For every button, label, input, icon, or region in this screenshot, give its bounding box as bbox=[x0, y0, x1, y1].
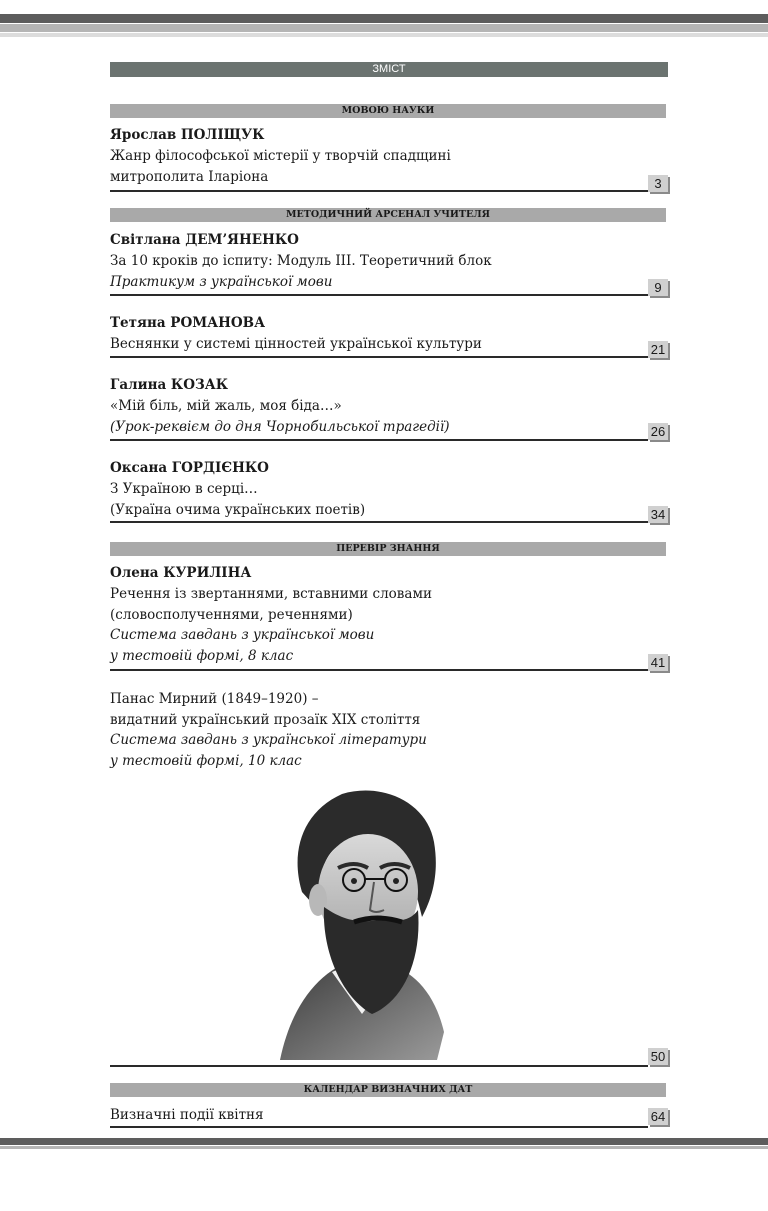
entry-author: Світлана ДЕМ’ЯНЕНКО bbox=[110, 232, 299, 248]
entry-subtitle-line: у тестовій формі, 8 клас bbox=[110, 647, 294, 664]
page-number[interactable]: 41 bbox=[648, 654, 668, 671]
entry-author: Олена КУРИЛІНА bbox=[110, 565, 252, 581]
toc-entry-romanova[interactable] bbox=[110, 313, 666, 355]
page-number[interactable]: 9 bbox=[648, 279, 668, 296]
entry-title-line: Панас Мирний (1849–1920) – bbox=[110, 691, 319, 707]
page-number[interactable]: 50 bbox=[648, 1048, 668, 1065]
entry-author: Ярослав ПОЛІЩУК bbox=[110, 127, 265, 143]
entry-divider bbox=[110, 1065, 648, 1067]
entry-title-line: видатний український прозаїк ХІХ століття bbox=[110, 711, 421, 728]
entry-subtitle-line: (Урок-реквієм до дня Чорнобильської трагедії) bbox=[110, 418, 450, 435]
entry-title-line: Жанр філософської містерії у творчій спадщині bbox=[110, 148, 451, 164]
toc-entry-polishchuk[interactable] bbox=[110, 125, 666, 187]
top-decor-bar-light bbox=[0, 24, 768, 32]
page-number[interactable]: 34 bbox=[648, 506, 668, 523]
toc-entry-hordiienko[interactable] bbox=[110, 458, 666, 520]
toc-entry-demianenko[interactable] bbox=[110, 230, 666, 292]
entry-title-line: Веснянки у системі цінностей української культури bbox=[110, 336, 482, 352]
entry-title-line: (словосполученнями, реченнями) bbox=[110, 606, 353, 623]
entry-subtitle-line: у тестовій формі, 10 клас bbox=[110, 752, 302, 769]
section-title-metodychnyi-arsenal: МЕТОДИЧНИЙ АРСЕНАЛ УЧИТЕЛЯ bbox=[110, 208, 666, 222]
top-decor-bar-lighter bbox=[0, 33, 768, 37]
entry-title-line: З Україною в серці… bbox=[110, 481, 258, 497]
entry-divider bbox=[110, 521, 648, 523]
portrait-illustration bbox=[262, 782, 462, 1060]
entry-title-line: Визначні події квітня bbox=[110, 1107, 264, 1123]
toc-entry-kurylina[interactable] bbox=[110, 563, 666, 666]
entry-title-line: Речення із звертаннями, вставними словами bbox=[110, 586, 432, 602]
toc-entry-kalendar-kvitnia[interactable] bbox=[110, 1105, 666, 1126]
entry-subtitle-line: Практикум з української мови bbox=[110, 273, 333, 290]
entry-author: Галина КОЗАК bbox=[110, 377, 228, 393]
entry-subtitle-line: Система завдань з української мови bbox=[110, 627, 375, 643]
toc-entry-kozak[interactable] bbox=[110, 375, 666, 437]
entry-divider bbox=[110, 669, 648, 671]
page-number[interactable]: 64 bbox=[648, 1108, 668, 1125]
section-title-movoyu-nauky: МОВОЮ НАУКИ bbox=[110, 104, 666, 118]
top-decor-bar bbox=[0, 14, 768, 23]
page-number[interactable]: 26 bbox=[648, 423, 668, 440]
entry-title-line: «Мій біль, мій жаль, моя біда…» bbox=[110, 398, 342, 414]
entry-title-line: митрополита Іларіона bbox=[110, 168, 269, 185]
entry-author: Оксана ГОРДІЄНКО bbox=[110, 460, 269, 476]
page-number[interactable]: 3 bbox=[648, 175, 668, 192]
entry-divider bbox=[110, 439, 648, 441]
entry-divider bbox=[110, 356, 648, 358]
entry-subtitle-line: Система завдань з української літератури bbox=[110, 732, 427, 748]
toc-entry-panas-myrnyi[interactable] bbox=[110, 689, 666, 771]
entry-divider bbox=[110, 294, 648, 296]
toc-title: ЗМІСТ bbox=[110, 62, 668, 77]
bottom-decor-bar bbox=[0, 1138, 768, 1145]
section-title-kalendar: КАЛЕНДАР ВИЗНАЧНИХ ДАТ bbox=[110, 1083, 666, 1097]
section-title-pereviр-znannia: ПЕРЕВІР ЗНАННЯ bbox=[110, 542, 666, 556]
entry-title-line: За 10 кроків до іспиту: Модуль ІІІ. Теоретичний блок bbox=[110, 253, 492, 269]
entry-author: Тетяна РОМАНОВА bbox=[110, 315, 266, 331]
entry-subtitle-line: (Україна очима українських поетів) bbox=[110, 501, 366, 518]
entry-divider bbox=[110, 190, 648, 192]
page-number[interactable]: 21 bbox=[648, 341, 668, 358]
entry-divider bbox=[110, 1126, 648, 1128]
bottom-decor-bar-light bbox=[0, 1146, 768, 1149]
